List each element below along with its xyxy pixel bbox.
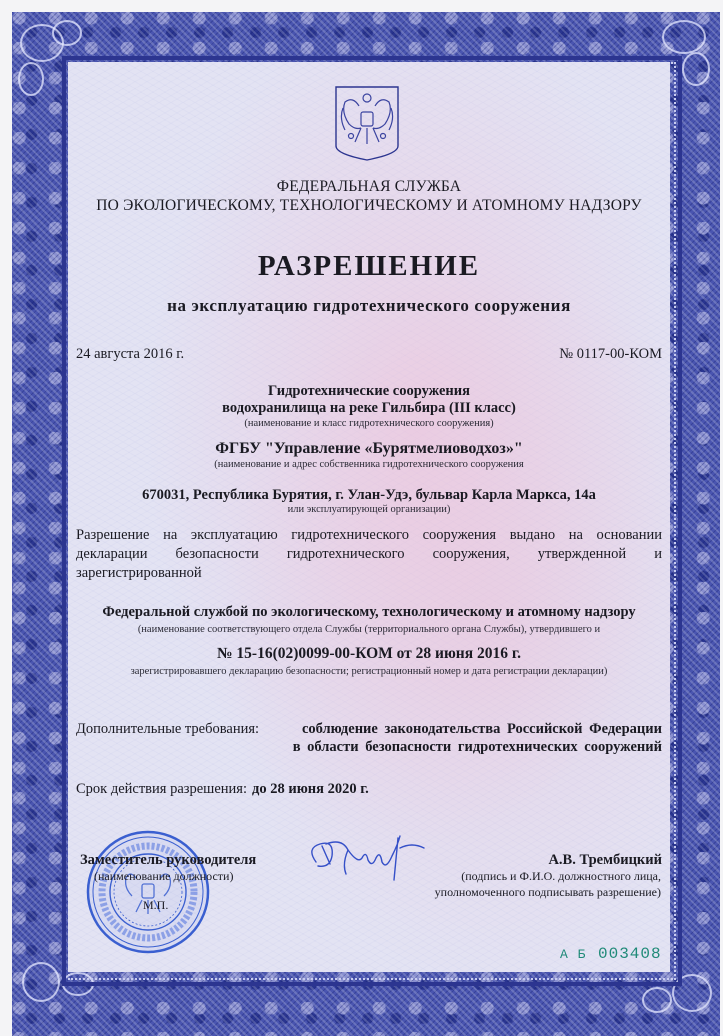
owner-name: ФГБУ "Управление «Бурятмелиоводхоз»" xyxy=(215,440,523,457)
signatory-caption-line2: уполномоченного подписывать разрешение) xyxy=(434,885,661,899)
validity-value: до 28 июня 2020 г. xyxy=(252,781,369,797)
issue-date: 24 августа 2016 г. xyxy=(76,346,185,362)
declaration-registration: № 15-16(02)0099-00-КОМ от 28 июня 2016 г. xyxy=(216,645,522,662)
agency-name-line1: ФЕДЕРАЛЬНАЯ СЛУЖБА xyxy=(276,178,462,195)
border-swirl xyxy=(682,52,710,86)
validity-label: Срок действия разрешения: xyxy=(76,781,248,797)
border-swirl xyxy=(52,20,82,46)
requirements-line1: соблюдение законодательства Российской Федерации xyxy=(301,721,662,737)
border-swirl xyxy=(642,987,672,1013)
signatory-name: А.В. Трембицкий xyxy=(548,852,662,868)
agency-name-line2: ПО ЭКОЛОГИЧЕСКОМУ, ТЕХНОЛОГИЧЕСКОМУ И АТОМНОМУ НАДЗОРУ xyxy=(96,197,642,214)
coat-of-arms-icon xyxy=(333,84,401,162)
registration-caption: зарегистрировавшего декларацию безопасности; регистрационный номер и дата регистрации декларации) xyxy=(130,666,608,677)
stamp-place-mark: М.П. xyxy=(143,898,169,912)
form-series: А Б xyxy=(560,947,587,962)
facility-name-line1: Гидротехнические сооружения xyxy=(268,383,470,399)
border-swirl xyxy=(662,20,706,54)
facility-name-line2: водохранилища на реке Гильбира (III класс) xyxy=(222,400,516,416)
address-caption: или эксплуатирующей организации) xyxy=(287,504,451,515)
authority-caption: (наименование соответствующего отдела Службы (территориального органа Службы), утвердившего и xyxy=(137,624,601,635)
border-swirl xyxy=(22,962,60,1002)
position-caption: (наименование должности) xyxy=(94,869,234,883)
border-swirl xyxy=(18,62,44,96)
signatory-caption-line1: (подпись и Ф.И.О. должностного лица, xyxy=(461,869,661,883)
owner-address: 670031, Республика Бурятия, г. Улан-Удэ, бульвар Карла Маркса, 14а xyxy=(142,487,596,503)
basis-text: Разрешение на эксплуатацию гидротехнического сооружения выдано на основании декларации безопасности гидротехнического сооружения, утвержденной и зарегистрированной xyxy=(76,527,662,581)
approving-authority: Федеральной службой по экологическому, технологическому и атомному надзору xyxy=(102,604,636,620)
owner-caption: (наименование и адрес собственника гидротехнического сооружения xyxy=(214,459,524,470)
document-title: РАЗРЕШЕНИЕ xyxy=(257,250,481,282)
requirements-label: Дополнительные требования: xyxy=(76,721,260,737)
document-subtitle: на эксплуатацию гидротехнического сооружения xyxy=(167,296,571,315)
handwritten-signature xyxy=(302,834,442,884)
facility-caption: (наименование и класс гидротехнического сооружения) xyxy=(244,418,494,429)
permit-number: № 0117-00-КОМ xyxy=(559,346,662,362)
signatory-position: Заместитель руководителя xyxy=(80,852,257,868)
requirements-line2: в области безопасности гидротехнических сооружений xyxy=(292,739,662,755)
official-seal-stamp xyxy=(86,830,210,954)
form-serial-number: 003408 xyxy=(598,945,662,963)
